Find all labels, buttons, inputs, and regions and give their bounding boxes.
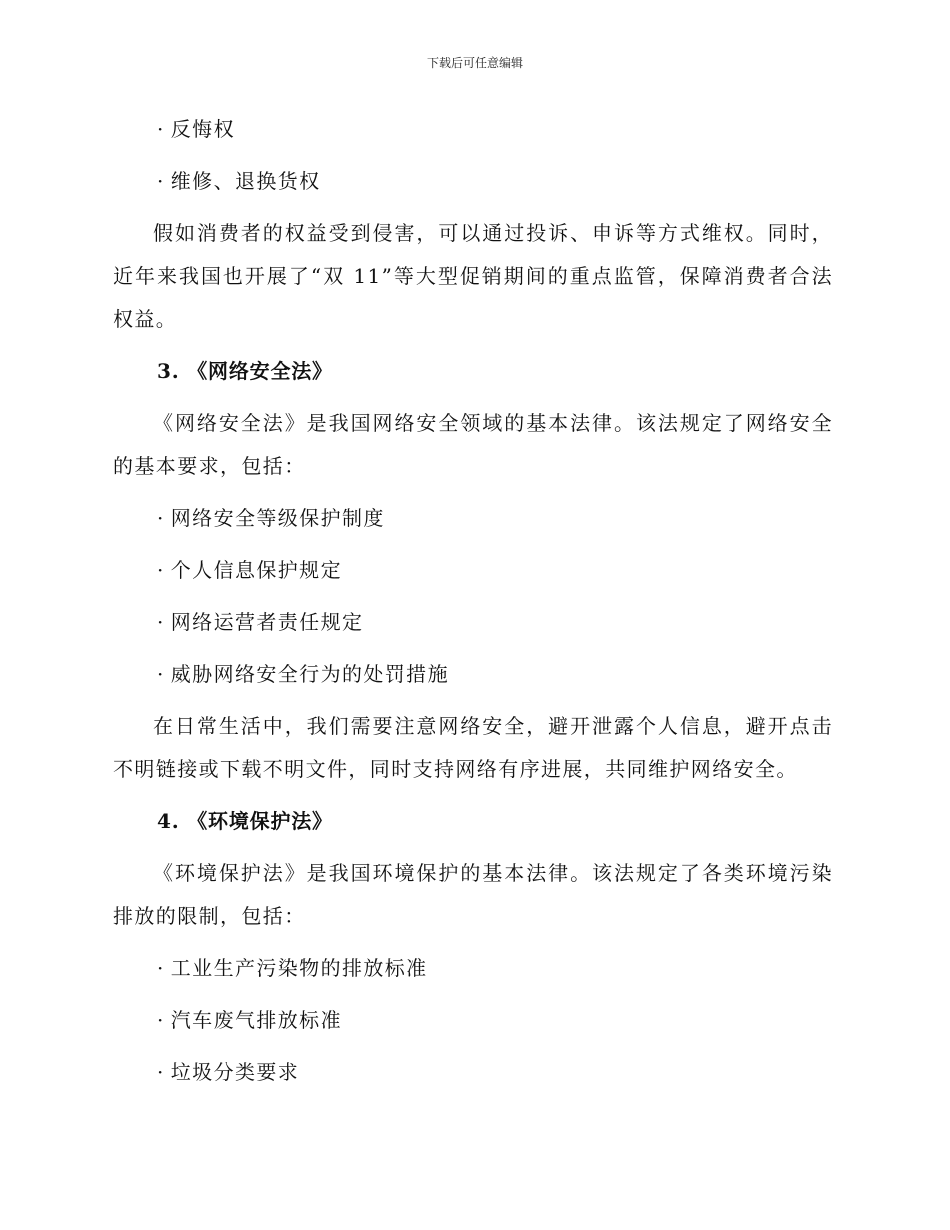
bullet-icon: · — [157, 956, 165, 980]
list-item: · 垃圾分类要求 — [113, 1051, 833, 1094]
paragraph: 《网络安全法》是我国网络安全领域的基本法律。该法规定了网络安全的基本要求，包括： — [113, 411, 833, 478]
paragraph: 在日常生活中，我们需要注意网络安全，避开泄露个人信息，避开点击不明链接或下载不明文件，同时支持网络有序进展，共同维护网络安全。 — [113, 714, 833, 781]
list-item: · 网络安全等级保护制度 — [113, 497, 833, 540]
bullet-icon: · — [157, 169, 165, 193]
list-item: · 个人信息保护规定 — [113, 549, 833, 592]
list-item: · 反悔权 — [113, 108, 833, 151]
page-body — [113, 108, 833, 1103]
paragraph: 《环境保护法》是我国环境保护的基本法律。该法规定了各类环境污染排放的限制，包括： — [113, 861, 833, 928]
bullet-icon: · — [157, 117, 165, 141]
paragraph: 假如消费者的权益受到侵害，可以通过投诉、申诉等方式维权。同时，近年来我国也开展了“双 11”等大型促销期间的重点监管，保障消费者合法权益。 — [113, 221, 833, 331]
list-item: · 维修、退换货权 — [113, 160, 833, 203]
section-heading: 3. 《网络安全法》 — [157, 359, 333, 383]
bullet-icon: · — [157, 662, 165, 686]
list-item: · 工业生产污染物的排放标准 — [113, 947, 833, 990]
list-item: · 威胁网络安全行为的处罚措施 — [113, 653, 833, 696]
bullet-icon: · — [157, 1060, 165, 1084]
bullet-icon: · — [157, 1008, 165, 1032]
bullet-icon: · — [157, 558, 165, 582]
section-heading: 4. 《环境保护法》 — [157, 809, 333, 833]
bullet-icon: · — [157, 506, 165, 530]
bullet-icon: · — [157, 610, 165, 634]
list-item: · 汽车废气排放标准 — [113, 999, 833, 1042]
page-header: 下载后可任意编辑 — [426, 56, 523, 70]
list-item: · 网络运营者责任规定 — [113, 601, 833, 644]
